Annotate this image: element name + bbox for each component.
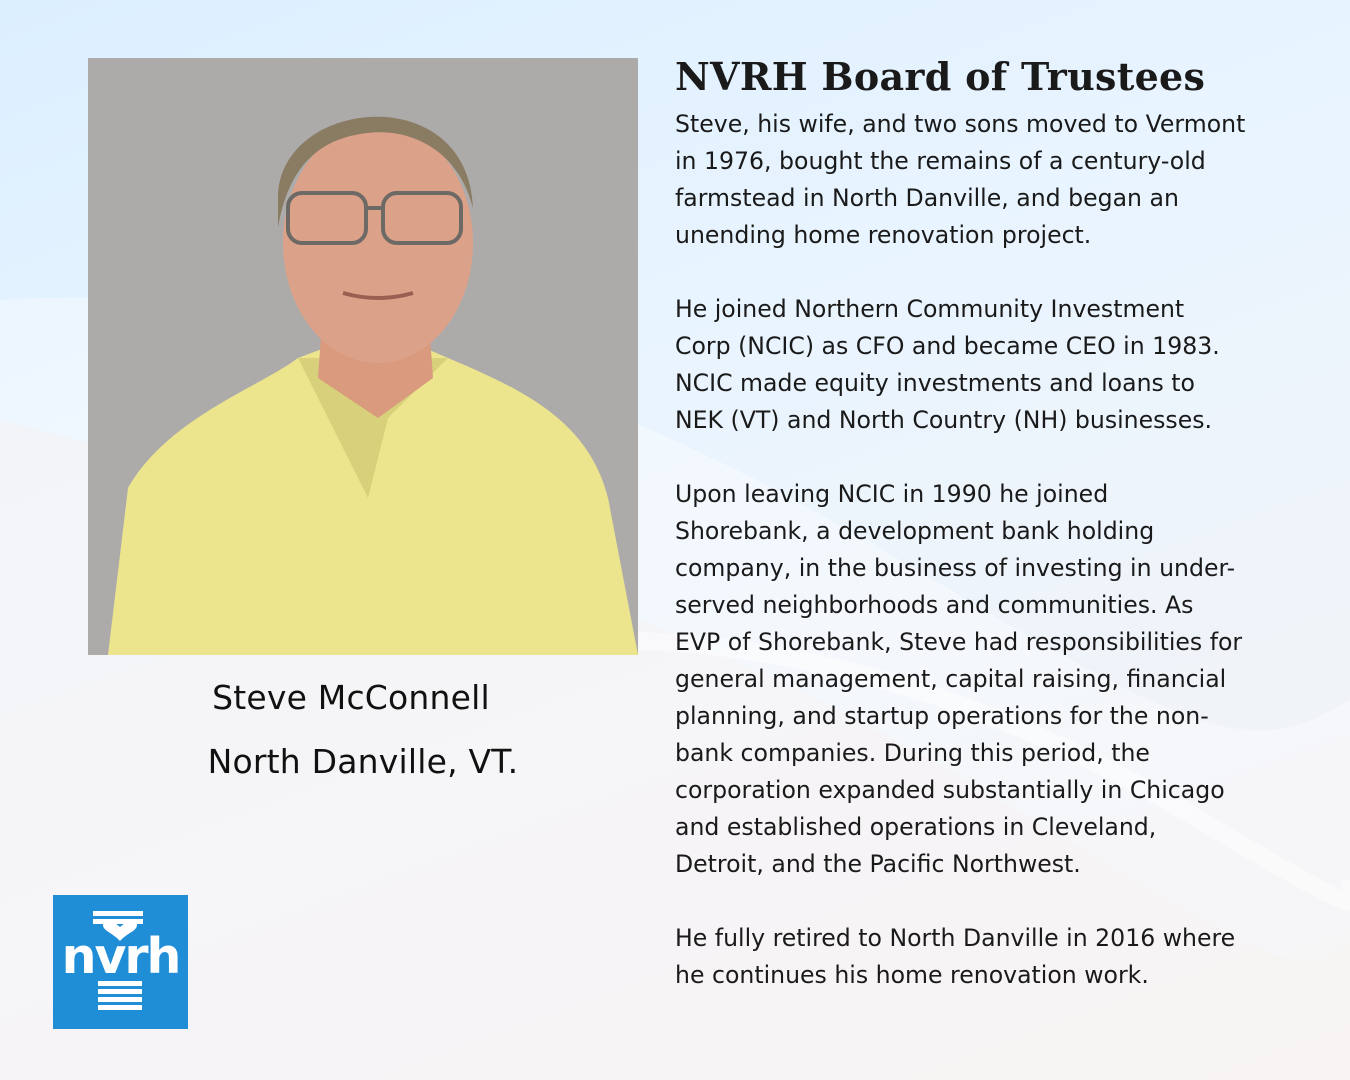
page-heading: NVRH Board of Trustees	[675, 54, 1206, 99]
portrait-photo	[88, 58, 638, 655]
bio-text	[675, 106, 1325, 1031]
bio-paragraph: Upon leaving NCIC in 1990 he joined Shorebank, a development bank holding company, in the business of investing in under- served neighborhoods and communities. As EVP of Shorebank, Steve had responsibilities for general management, capital raising, financial planning, and startup operations for the non- bank companies. During this period, the corporation expanded substantially in Chicago and established operations in Cleveland, Detroit, and the Pacific Northwest.	[675, 480, 1243, 878]
person-location: North Danville, VT.	[207, 742, 519, 781]
bio-paragraph: He fully retired to North Danville in 2016 where he continues his home renovation work.	[675, 924, 1236, 989]
nvrh-logo	[53, 895, 188, 1029]
bio-paragraph: Steve, his wife, and two sons moved to Vermont in 1976, bought the remains of a century-old farmstead in North Danville, and began an unending home renovation project.	[675, 110, 1246, 249]
portrait-image	[88, 58, 638, 655]
bio-paragraph: He joined Northern Community Investment Corp (NCIC) as CFO and became CEO in 1983. NCIC made equity investments and loans to NEK (VT) and North Country (NH) businesses.	[675, 295, 1220, 434]
person-name: Steve McConnell	[212, 678, 490, 717]
logo-text: nvrh	[61, 928, 180, 985]
